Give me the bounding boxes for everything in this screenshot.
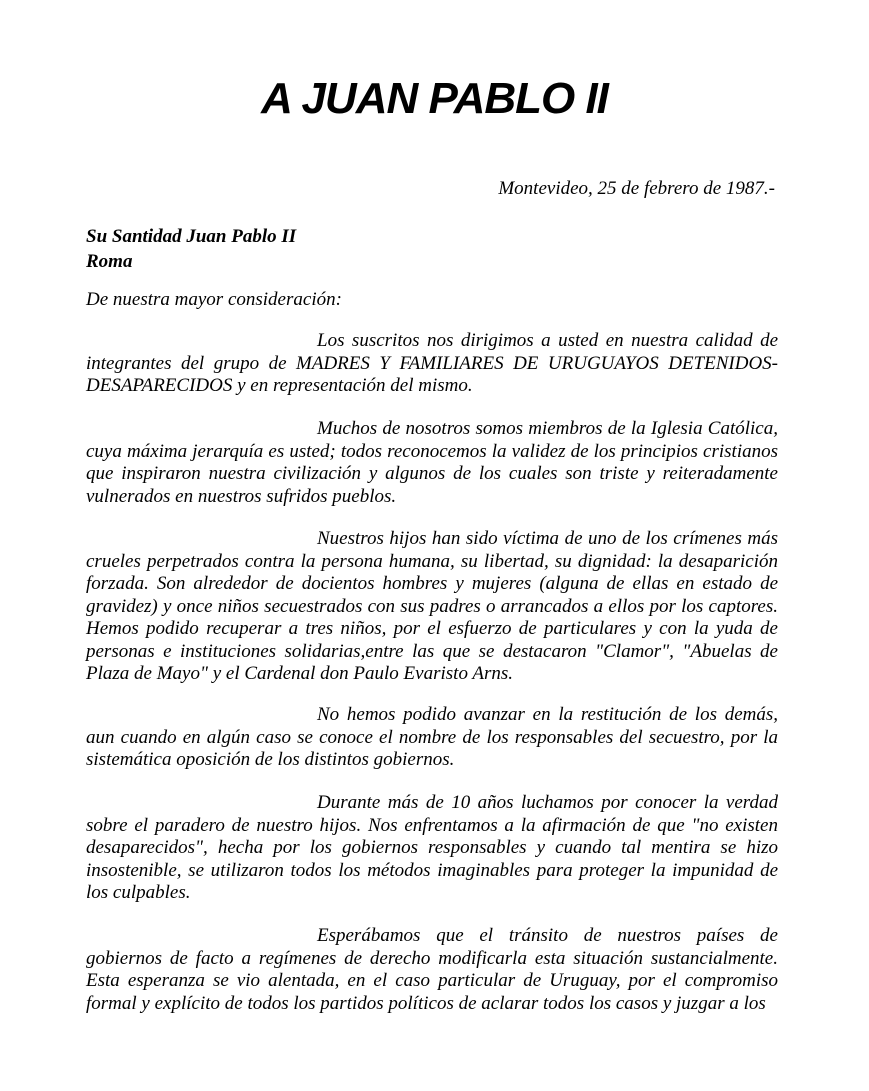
body-paragraph xyxy=(86,792,778,905)
body-paragraph xyxy=(86,528,778,686)
body-paragraph xyxy=(86,330,778,398)
body-paragraph xyxy=(86,925,778,1015)
paragraph-text: No hemos podido avanzar en la restitución de los demás, aun cuando en algún caso se conoce el nombre de los responsables del secuestro, por la sistemática oposición de los distintos gobiernos. xyxy=(86,704,778,770)
recipient-city: Roma xyxy=(86,251,133,272)
recipient-name: Su Santidad Juan Pablo II xyxy=(86,226,297,247)
paragraph-text: Durante más de 10 años luchamos por conocer la verdad sobre el paradero de nuestro hijos. Nos enfrentamos a la afirmación de que "no existen desaparecidos", hecha por los gobiernos responsables y cuando tal mentira se hizo insostenible, se utilizaron todos los métodos imaginables para proteger la impunidad de los culpables. xyxy=(86,792,778,903)
body-paragraph xyxy=(86,704,778,772)
letter-title: A JUAN PABLO II xyxy=(261,74,608,123)
recipient-block xyxy=(86,224,296,274)
body-paragraph xyxy=(86,418,778,508)
paragraph-text: Los suscritos nos dirigimos a usted en nuestra calidad de integrantes del grupo de MADRES Y FAMILIARES DE URUGUAYOS DETENIDOS-DESAPARECIDOS y en representación del mismo. xyxy=(86,330,778,396)
dateline: Montevideo, 25 de febrero de 1987.- xyxy=(498,178,775,199)
salutation: De nuestra mayor consideración: xyxy=(86,289,342,310)
paragraph-text: Esperábamos que el tránsito de nuestros países de gobiernos de facto a regímenes de derecho modificarla esta situación sustancialmente. Esta esperanza se vio alentada, en el caso particular de Uruguay, por el compromiso formal y explícito de todos los partidos políticos de aclarar todos los casos y juzgar a los xyxy=(86,925,778,1014)
paragraph-text: Muchos de nosotros somos miembros de la Iglesia Católica, cuya máxima jerarquía es usted; todos reconocemos la validez de los principios cristianos que inspiraron nuestra civilización y algunos de los cuales son triste y reiteradamente vulnerados en nuestros sufridos pueblos. xyxy=(86,418,778,507)
paragraph-text: Nuestros hijos han sido víctima de uno de los crímenes más crueles perpetrados contra la persona humana, su libertad, su dignidad: la desaparición forzada. Son alrededor de docientos hombres y mujeres (alguna de ellas en estado de gravidez) y once niños secuestrados con sus padres o arrancados a ellos por los captores. Hemos podido recuperar a tres niños, por el esfuerzo de particulares y con la yuda de personas e instituciones solidarias,entre las que se destacaron "Clamor", "Abuelas de Plaza de Mayo" y el Cardenal don Paulo Evaristo Arns. xyxy=(86,528,778,684)
